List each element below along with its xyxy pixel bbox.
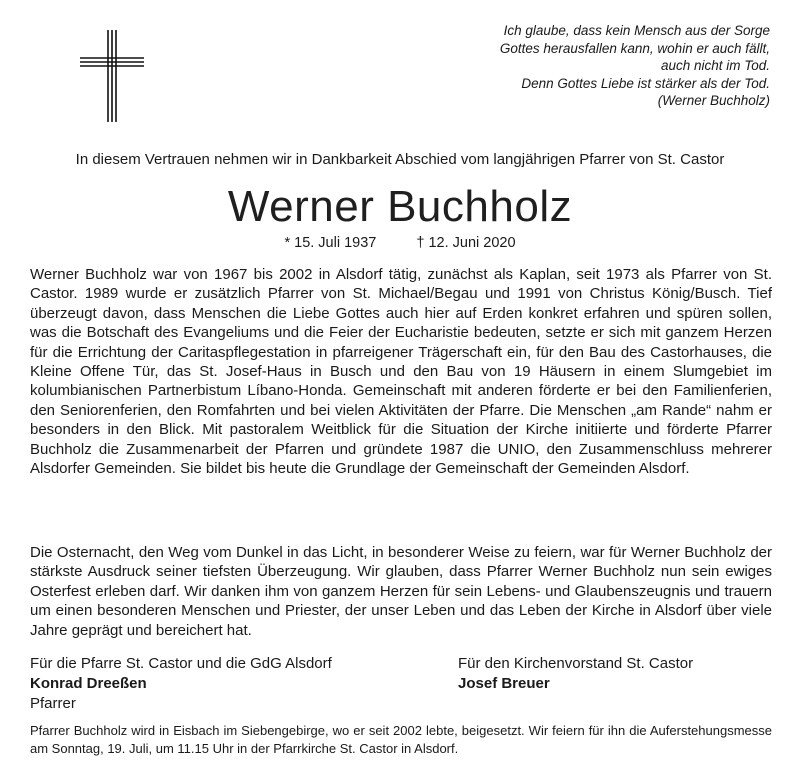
intro-text: In diesem Vertrauen nehmen wir in Dankbarkeit Abschied vom langjährigen Pfarrer von St. Castor [75, 151, 725, 168]
cross-icon [80, 30, 144, 122]
death-date: † 12. Juni 2020 [416, 235, 516, 251]
quote-line: Denn Gottes Liebe ist stärker als der Tod. [521, 75, 770, 91]
signature-org: Für den Kirchenvorstand St. Castor [458, 655, 694, 672]
quote-line: Ich glaube, dass kein Mensch aus der Sorge [503, 23, 770, 38]
signature-parish [30, 654, 332, 714]
epigraph-quote [390, 22, 770, 110]
signature-org: Für die Pfarre St. Castor und die GdG Alsdorf [30, 655, 332, 672]
funeral-info: Pfarrer Buchholz wird in Eisbach im Siebengebirge, wo er seit 2002 lebte, beigesetzt. Wir feiern für ihn die Auferstehungsmesse am Sonntag, 19. Juli, um 11.15 Uhr in der Pfarrkirche St. Castor in Alsdorf. [30, 723, 772, 756]
birth-date: * 15. Juli 1937 [284, 235, 377, 251]
closing-paragraph: Die Osternacht, den Weg vom Dunkel in das Licht, in besonderer Weise zu feiern, war für Werner Buchholz der stärkste Ausdruck seiner tiefsten Überzeugung. Wir glauben, dass Pfarrer Werner Buchholz nun sein ewiges Osterfest erleben darf. Wir danken ihm von ganzem Herzen für sein Lebens- und Glaubenszeugnis und trauern um einen besonderen Menschen und Priester, der unser Leben und das Leben der Kirche in Alsdorf über viele Jahre geprägt und bereichert hat. [30, 544, 772, 639]
quote-line: Gottes herausfallen kann, wohin er auch fällt, [499, 40, 770, 56]
signature-role: Pfarrer [30, 695, 76, 712]
signature-name: Josef Breuer [458, 675, 550, 692]
signature-name: Konrad Dreeßen [30, 675, 147, 692]
life-dates [0, 235, 800, 251]
quote-line: auch nicht im Tod. [660, 58, 770, 73]
biography-paragraph: Werner Buchholz war von 1967 bis 2002 in Alsdorf tätig, zunächst als Kaplan, seit 1973 als Pfarrer von St. Castor. 1989 wurde er zusätzlich Pfarrer von St. Michael/Begau und 1991 von Christus König/Busch. Tief überzeugt davon, dass Menschen die Liebe Gottes auch hier auf Erden konkret erfahren und spüren sollen, was die Botschaft des Evangeliums und die Feier der Eucharistie bedeuten, setzte er sich mit ganzem Herzen für die Errichtung der Caritaspflegestation in pfarreigener Trägerschaft ein, für den Bau des Castorhauses, die Kleine Offene Tür, das St. Josef-Haus in Busch und den Bau von 19 Häusern in einem Slumgebiet im kolumbianischen Partnerbistum Líbano-Honda. Gemeinschaft mit anderen förderte er bei den Familienferien, den Seniorenferien, den Romfahrten und bei vielen Aktivitäten der Pfarre. Die Menschen „am Rande“ nahm er besonders in den Blick. Mit pastoralem Weitblick für die Situation der Kirche initiierte und förderte Pfarrer Buchholz die Zusammenarbeit der Pfarren und gründete 1987 die UNIO, den Zusammenschluss mehrerer Alsdorfer Gemeinden. Sie bildet bis heute die Grundlage der Gemeinschaft der Gemeinden Alsdorf. [30, 266, 772, 478]
deceased-name: Werner Buchholz [227, 182, 573, 231]
quote-author: (Werner Buchholz) [657, 93, 770, 108]
signature-board [458, 654, 693, 694]
